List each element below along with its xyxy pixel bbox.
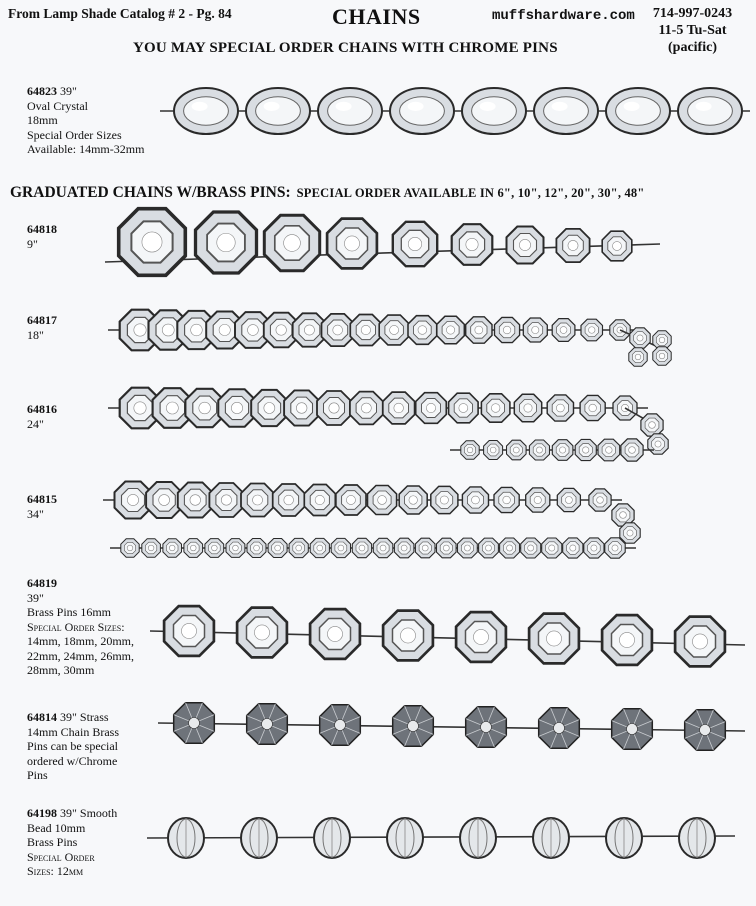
crystal-bead [598,439,620,461]
crystal-bead [534,88,598,134]
crystal-bead [557,488,580,511]
crystal-bead [284,390,319,425]
crystal-bead [452,224,493,265]
crystal-bead [563,538,583,558]
crystal-bead [352,538,371,557]
crystal-bead [584,538,604,558]
crystal-bead [196,212,257,273]
page-title: CHAINS [332,4,421,29]
description-line-2: Bead 10mm [27,820,86,835]
chain-64198-image [147,818,735,858]
crystal-bead [507,227,544,264]
crystal-bead [350,315,381,346]
crystal-bead [218,389,255,426]
crystal-bead [226,539,245,558]
crystal-bead [119,209,186,276]
crystal-bead [327,219,377,269]
crystal-bead [602,231,632,261]
crystal-bead [146,482,182,518]
crystal-bead [317,391,351,425]
crystal-bead [589,489,611,511]
crystal-bead [408,316,437,345]
special-order-label: Special Order [27,849,95,864]
crystal-bead [310,538,329,557]
sku-64823: 64823 [27,84,57,98]
sizes-line-3: 28mm, 30mm [27,663,95,677]
crystal-bead [241,484,274,517]
crystal-bead [529,614,579,664]
crystal-bead [251,390,287,426]
special-order-label: Special Order Sizes: [27,619,125,634]
crystal-bead [556,229,589,262]
sku-64819: 64819 [27,576,57,590]
crystal-bead [547,395,573,421]
crystal-bead [142,539,161,558]
crystal-bead [479,538,499,558]
crystal-bead [164,606,214,656]
crystal-bead [552,440,573,461]
strass-bead [393,706,434,747]
crystal-bead [437,316,465,343]
chain-64814-image [158,703,745,751]
crystal-bead [620,523,640,543]
description-line-3: Pins can be special [27,739,118,753]
crystal-bead [630,328,650,348]
crystal-bead [390,88,454,134]
length: 39" [57,84,77,98]
crystal-bead [462,88,526,134]
strass-bead [612,709,653,750]
smooth-bead [387,818,423,858]
crystal-bead [526,488,550,512]
smooth-bead [606,818,642,858]
crystal-bead [653,347,671,365]
crystal-bead [449,393,479,423]
special-order-sizes: Sizes: 12mm [27,864,84,878]
length: 39" [27,590,44,605]
crystal-bead [523,318,547,342]
catalog-reference: From Lamp Shade Catalog # 2 - Pg. 84 [8,6,232,21]
crystal-bead [466,317,492,343]
crystal-bead [462,487,488,513]
crystal-bead [383,392,415,424]
description-line-2: 14mm Chain Brass [27,724,119,739]
crystal-bead [500,538,520,558]
crystal-bead [399,486,427,514]
crystal-bead [383,611,433,661]
length: 34" [27,506,44,521]
crystal-bead [121,539,139,557]
description-line-4: ordered w/Chrome [27,753,118,768]
section-title: GRADUATED CHAINS W/BRASS PINS: [10,184,291,201]
store-hours: 11-5 Tu-Sat [658,23,727,38]
crystal-bead [581,319,603,341]
strass-bead [685,710,726,751]
phone-number: 714-997-0243 [652,6,733,21]
crystal-bead [268,539,287,558]
chain-64823-image [160,88,750,134]
sizes-line-2: 22mm, 24mm, 26mm, [27,648,135,663]
crystal-bead [331,538,350,557]
special-order-note: Special Order Sizes [27,127,122,142]
crystal-bead [484,441,503,460]
smooth-bead [168,818,204,858]
crystal-bead [289,538,308,557]
crystal-bead [458,538,478,558]
crystal-bead [621,439,643,461]
crystal-bead [209,483,243,517]
crystal-bead [184,539,203,558]
crystal-bead [437,538,457,558]
crystal-bead [247,539,266,558]
crystal-bead [514,394,541,421]
crystal-bead [629,348,647,366]
crystal-bead [322,314,354,346]
sku-64814: 64814 [27,710,57,724]
length: 24" [27,416,44,431]
length: 18" [27,327,44,342]
sku-64815: 64815 [27,492,57,506]
crystal-bead [481,394,510,422]
crystal-bead [264,215,319,270]
crystal-bead [174,88,238,134]
crystal-bead [304,485,335,516]
length: 9" [27,236,38,251]
strass-bead [247,704,288,745]
crystal-bead [237,608,287,658]
crystal-bead [494,487,519,512]
chain-64819-image [150,606,745,666]
chain-64817-image [108,310,671,367]
crystal-bead [373,538,393,557]
pin-type: Brass Pins 16mm [27,605,112,619]
crystal-bead [575,439,596,460]
crystal-bead [394,538,414,558]
sku-64818: 64818 [27,222,57,236]
strass-bead [320,705,361,746]
crystal-bead [606,88,670,134]
chain-64815-image [103,482,640,559]
strass-bead [466,707,507,748]
crystal-bead [178,483,213,518]
crystal-bead [415,538,435,558]
sku-64817: 64817 [27,313,57,327]
crystal-bead [431,486,458,513]
crystal-bead [495,317,520,342]
description: 39" Strass [57,710,109,724]
crystal-bead [379,315,409,345]
crystal-bead [336,485,366,515]
available-sizes: Available: 14mm-32mm [27,142,145,156]
chain-64818-image [105,209,660,276]
crystal-bead [678,88,742,134]
sku-64816: 64816 [27,402,57,416]
pin-type: Brass Pins [27,835,78,849]
crystal-bead [542,538,562,558]
description: Oval Crystal [27,98,88,113]
sizes-line-1: 14mm, 18mm, 20mm, [27,634,135,648]
website-link[interactable]: muffshardware.com [492,8,635,24]
smooth-bead [314,818,350,858]
crystal-bead [529,440,549,460]
crystal-bead [273,484,305,516]
size: 18mm [27,113,58,127]
crystal-bead [641,414,663,436]
smooth-bead [679,818,715,858]
timezone-note: (pacific) [668,40,717,55]
crystal-bead [605,538,625,558]
crystal-bead [393,222,437,266]
description: 39" Smooth [57,806,118,820]
crystal-bead [507,440,527,460]
crystal-bead [163,539,182,558]
crystal-bead [368,486,397,515]
smooth-bead [460,818,496,858]
crystal-bead [318,88,382,134]
strass-bead [539,708,580,749]
crystal-bead [461,441,479,459]
crystal-bead [580,395,605,420]
smooth-bead [533,818,569,858]
crystal-bead [675,617,725,667]
crystal-bead [350,392,383,425]
chain-64816-image [108,388,668,461]
crystal-bead [648,434,668,454]
crystal-bead [246,88,310,134]
sku-64198: 64198 [27,806,57,820]
crystal-bead [416,393,447,424]
crystal-bead [310,609,360,659]
crystal-bead [552,319,575,342]
chain-link [147,836,735,838]
crystal-bead [456,612,506,662]
description-line-5: Pins [27,768,48,782]
crystal-bead [205,539,224,558]
crystal-bead [602,615,652,665]
page-subtitle: YOU MAY SPECIAL ORDER CHAINS WITH CHROME PINS [133,40,558,56]
smooth-bead [241,818,277,858]
crystal-bead [521,538,541,558]
section-note: SPECIAL ORDER AVAILABLE IN 6", 10", 12", 20", 30", 48" [296,186,645,200]
strass-bead [174,703,215,744]
